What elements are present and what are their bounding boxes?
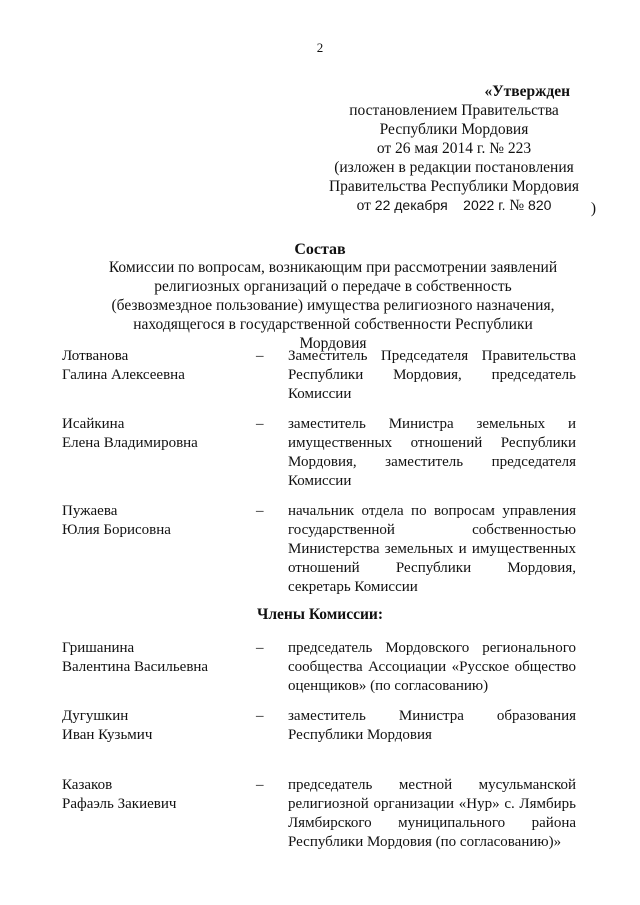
given-name: Юлия Борисовна (62, 522, 171, 538)
dash: – (256, 503, 264, 519)
person-role: председатель Мордовского регионального сообщества Ассоциации «Русское общество оценщиков» (по согласованию) (288, 640, 576, 694)
dash: – (256, 348, 264, 364)
person-role: заместитель Министра образования Республики Мордовия (288, 708, 576, 743)
surname: Пужаева (62, 503, 118, 519)
document-subtitle: Комиссии по вопросам, возникающим при рассмотрении заявлений религиозных организаций о передаче в собственность (безвозмездное пользование) имущества религиозного назначения, находящегося в государственной собственности Республики Мордовия (108, 259, 558, 352)
dash: – (256, 416, 264, 432)
approval-line: Правительства Республики Мордовия (328, 178, 580, 195)
person-role: председатель местной мусульманской религиозной организации «Нур» с. Лямбирь Лямбирского муниципального района Республики Мордовия (по согласованию)» (288, 777, 576, 850)
approval-line: постановлением Правительства (349, 102, 559, 119)
given-name: Галина Алексеевна (62, 367, 185, 383)
handwritten-number: 820 (528, 197, 552, 213)
surname: Исайкина (62, 416, 125, 432)
handwritten-month: декабря (394, 197, 448, 213)
surname: Казаков (62, 777, 113, 793)
from-label: от (356, 197, 371, 214)
person-role: заместитель Министра земельных и имущественных отношений Республики Мордовия, заместитель председателя Комиссии (288, 416, 576, 489)
person-name (62, 639, 252, 677)
approval-block (318, 82, 596, 217)
handwritten-year: 2022 г. (463, 197, 506, 213)
handwritten-day: 22 (374, 197, 391, 213)
surname: Лотванова (62, 348, 129, 364)
dash: – (256, 640, 264, 656)
number-sign: № (509, 197, 525, 214)
approval-line: от 26 мая 2014 г. № 223 (376, 140, 532, 157)
approval-date-line (318, 196, 596, 217)
document-title: Состав (294, 241, 346, 258)
given-name: Елена Владимировна (62, 435, 198, 451)
person-role: начальник отдела по вопросам управления государственной собственностью Министерства земельных и имущественных отношений Республики Мордовия, секретарь Комиссии (288, 503, 576, 595)
closing-paren: ) (590, 200, 596, 217)
approval-line: Республики Мордовия (379, 121, 529, 138)
approval-title: «Утвержден (484, 83, 570, 100)
dash: – (256, 777, 264, 793)
person-name (62, 776, 252, 814)
approval-line: (изложен в редакции постановления (334, 159, 574, 176)
dash: – (256, 708, 264, 724)
person-name (62, 415, 252, 453)
person-name (62, 707, 252, 745)
given-name: Иван Кузьмич (62, 727, 153, 743)
person-name (62, 347, 252, 385)
person-role: Заместитель Председателя Правительства Республики Мордовия, председатель Комиссии (288, 348, 576, 402)
surname: Гришанина (62, 640, 135, 656)
given-name: Валентина Васильевна (62, 659, 209, 675)
given-name: Рафаэль Закиевич (62, 796, 177, 812)
members-heading: Члены Комиссии: (256, 606, 384, 623)
surname: Дугушкин (62, 708, 129, 724)
page-number: 2 (316, 40, 324, 55)
person-name (62, 502, 252, 540)
